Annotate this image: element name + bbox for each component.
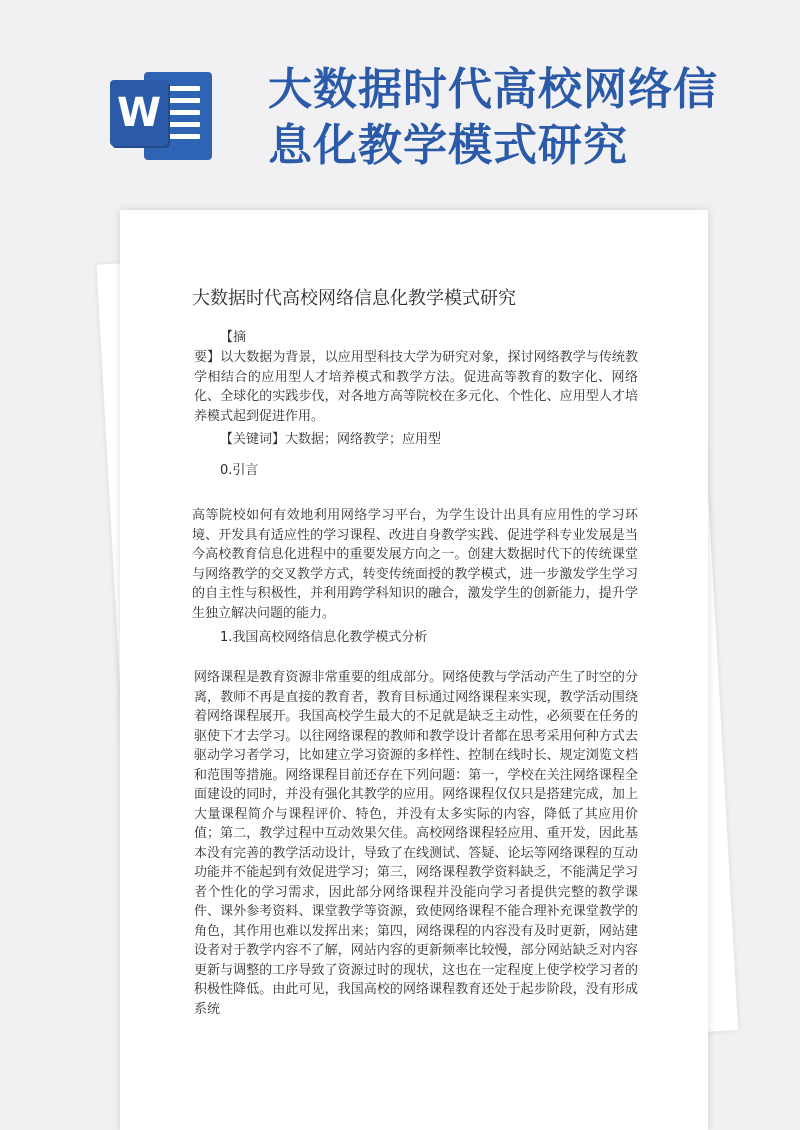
word-document-icon: [110, 66, 214, 166]
page-title: 大数据时代高校网络信息化教学模式研究: [268, 64, 718, 171]
abstract-label: 【摘: [220, 330, 247, 345]
abstract-text: 要】以大数据为背景，以应用型科技大学为研究对象，探讨网络教学与传统教学相结合的应用型人才培养模式和教学方法。促进高等教育的数字化、网络化、全球化的实践步伐，对各地方高等院校在多元化、个性化、应用型人才培养模式起到促进作用。: [194, 350, 638, 424]
intro-paragraph: 高等院校如何有效地利用网络学习平台，为学生设计出具有应用性的学习环境、开发具有适应性的学习课程、改进自身教学实践、促进学科专业发展是当今高校教育信息化进程中的重要发展方向之一。创建大数据时代下的传统课堂与网络教学的交叉教学方式，转变传统面授的教学模式，进一步激发学生学习的自主性与积极性，并利用跨学科知识的融合，激发学生的创新能力，提升学生独立解决问题的能力。: [192, 508, 638, 621]
keywords: 【关键词】大数据；网络教学；应用型: [220, 432, 442, 447]
document-title: 大数据时代高校网络信息化教学模式研究: [192, 288, 516, 309]
section-heading-analysis: 1.我国高校网络信息化教学模式分析: [220, 630, 428, 645]
header: [0, 0, 800, 200]
section-heading-intro: 0.引言: [220, 463, 259, 478]
document-page: [120, 210, 708, 1130]
analysis-paragraph: 网络课程是教育资源非常重要的组成部分。网络使教与学活动产生了时空的分离，教师不再是直接的教育者，教育目标通过网络课程来实现，教学活动围绕着网络课程展开。我国高校学生最大的不足就是缺乏主动性，必须要在任务的驱使下才去学习。以往网络课程的教师和教学设计者都在思考采用何种方式去驱动学习者学习，比如建立学习资源的多样性、控制在线时长、规定浏览文档和范围等措施。网络课程目前还存在下列问题：第一，学校在关注网络课程全面建设的同时，并没有强化其教学的应用。网络课程仅仅只是搭建完成，加上大量课程简介与课程评价、特色，并没有太多实际的内容，降低了其应用价值；第二，教学过程中互动效果欠佳。高校网络课程轻应用、重开发，因此基本没有完善的教学活动设计，导致了在线测试、答疑、论坛等网络课程的互动功能并不能起到有效促进学习；第三，网络课程教学资料缺乏，不能满足学习者个性化的学习需求，因此部分网络课程并没能向学习者提供完整的教学课件、课外参考资料、课堂教学等资源，致使网络课程不能合理补充课堂教学的角色，其作用也难以发挥出来；第四，网络课程的内容没有及时更新，网站建设者对于教学内容不了解，网站内容的更新频率比较慢，部分网站缺乏对内容更新与调整的工序导致了资源过时的现状，这也在一定程度上使学校学习者的积极性降低。由此可见，我国高校的网络课程教育还处于起步阶段，没有形成系统: [194, 670, 638, 1017]
word-letter-badge: W: [110, 80, 168, 146]
